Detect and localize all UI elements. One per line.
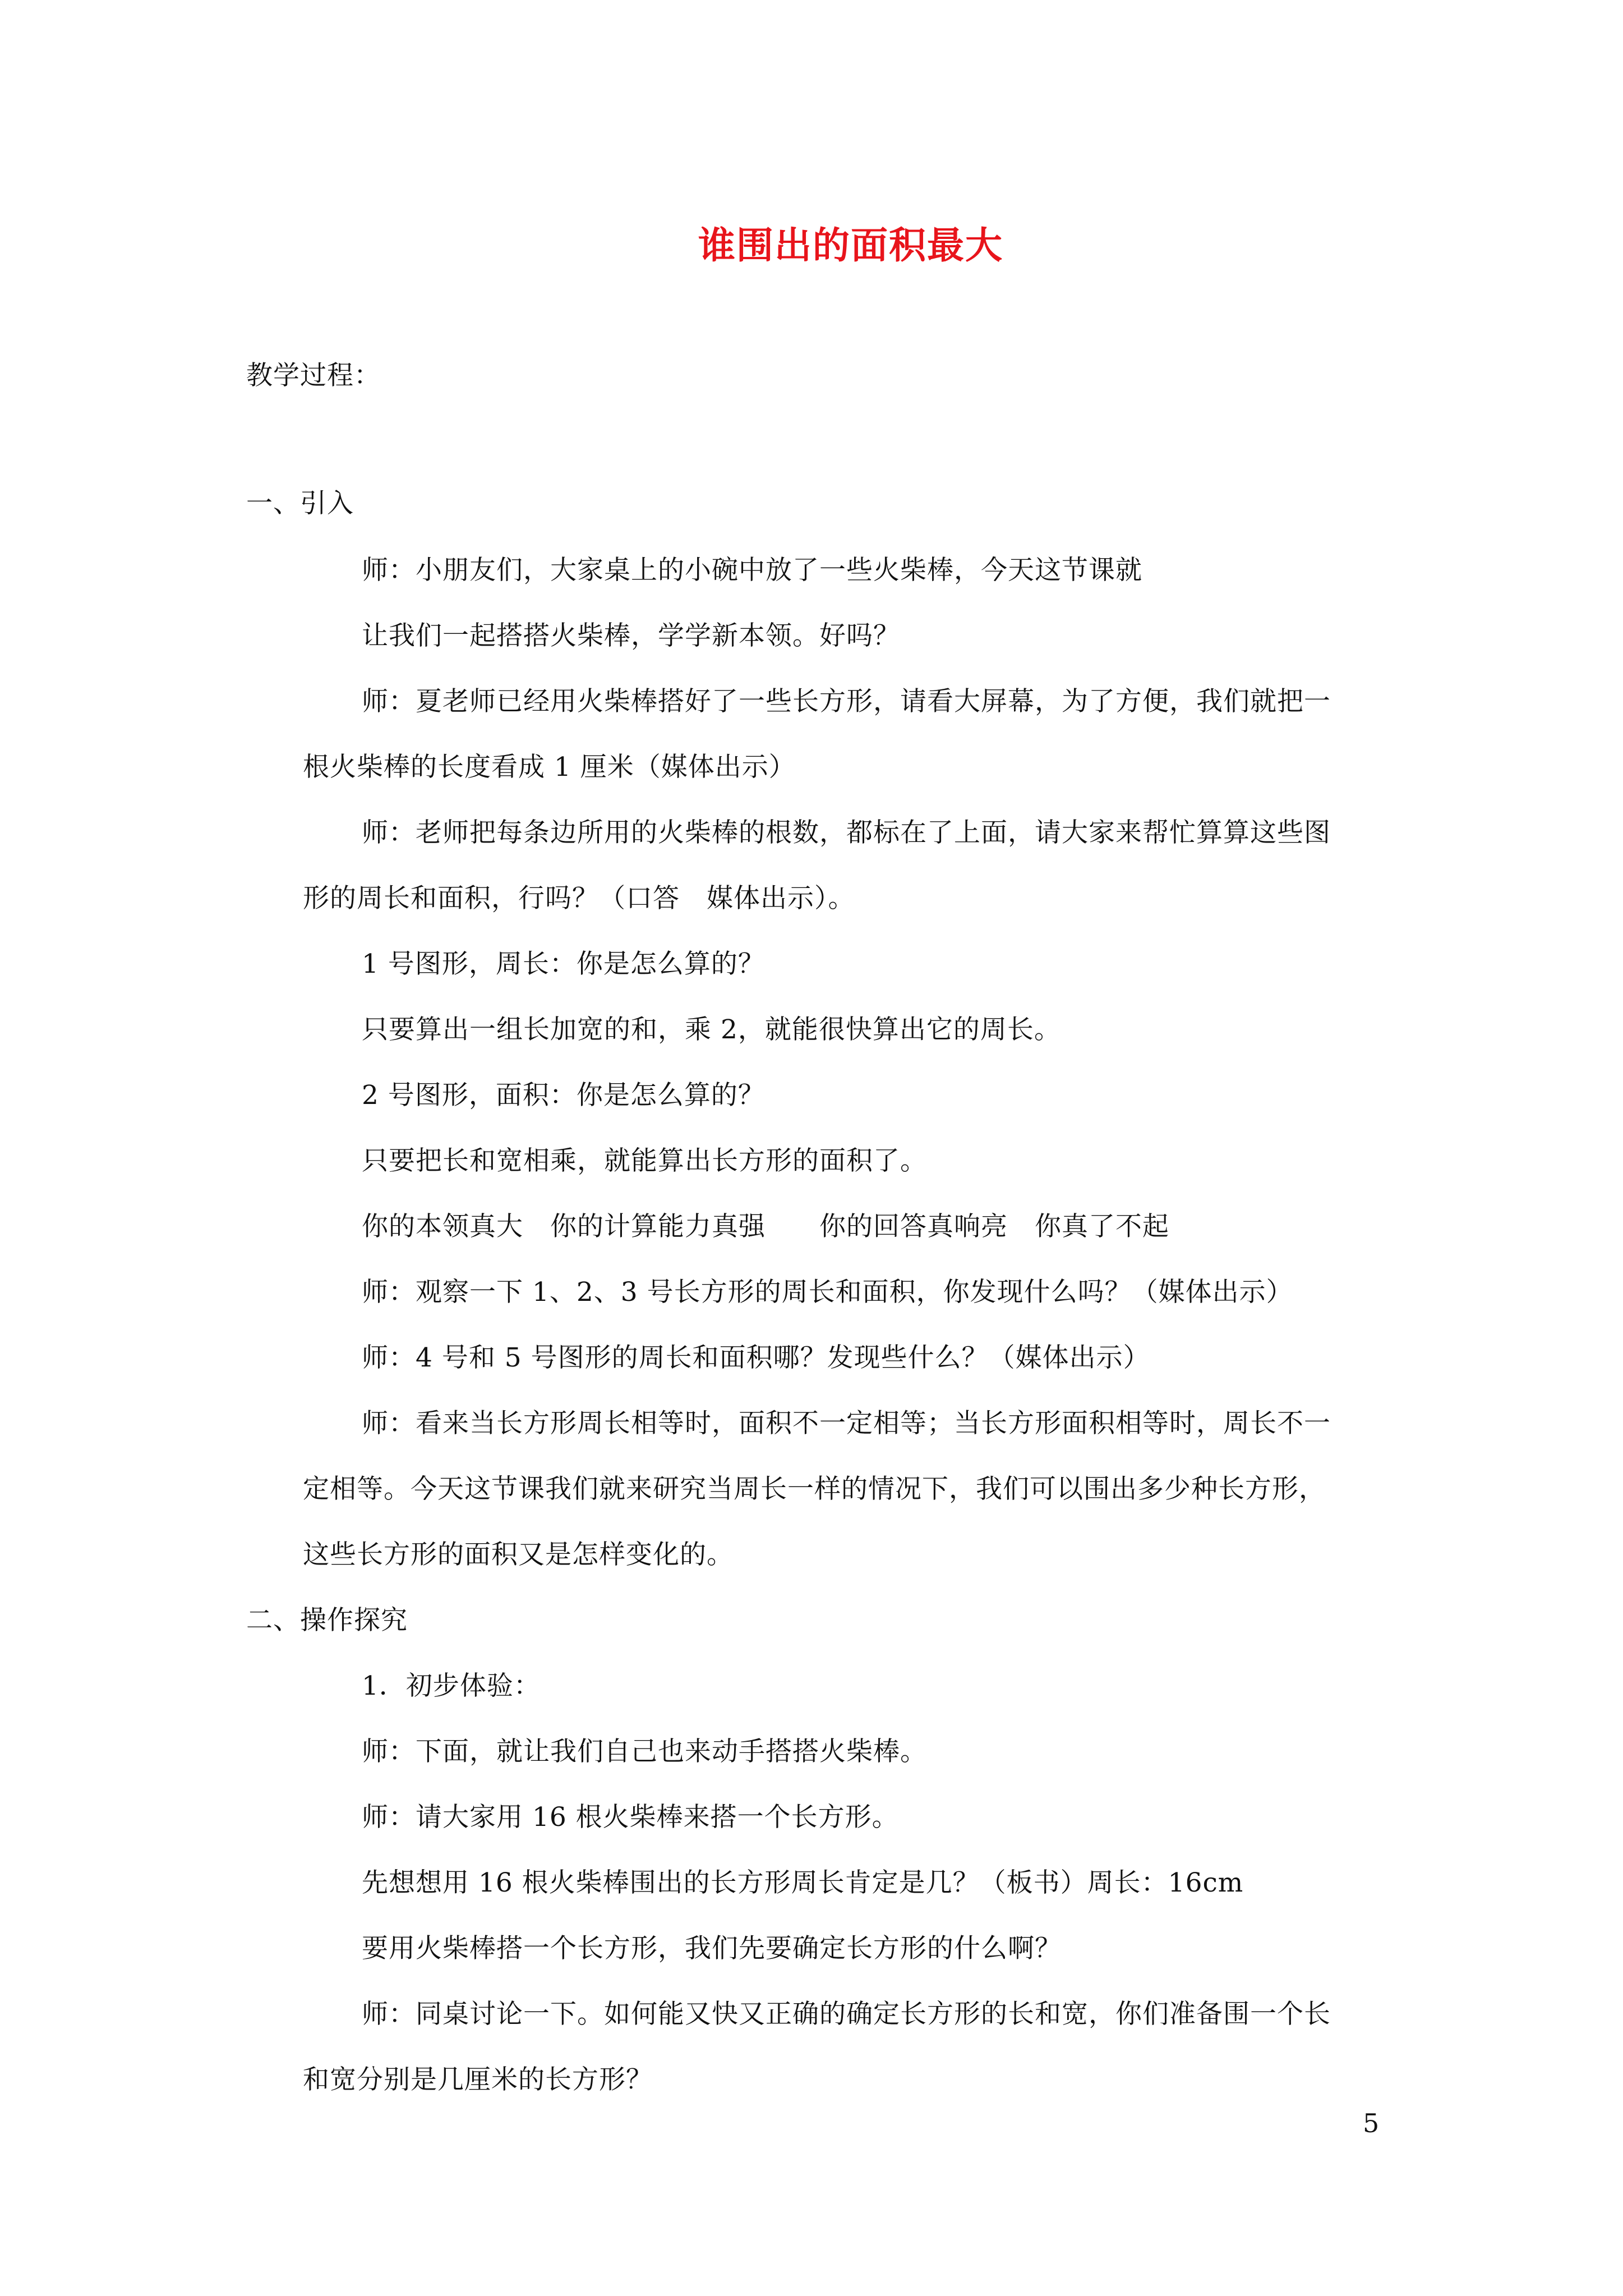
paragraph-line: 师：夏老师已经用火柴棒搭好了一些长方形，请看大屏幕，为了方便，我们就把一 (362, 686, 1331, 717)
subsection-heading: 1．初步体验： (362, 1671, 541, 1701)
paragraph-line: 形的周长和面积，行吗？（口答 媒体出示）。 (303, 883, 855, 914)
paragraph-line: 和宽分别是几厘米的长方形？ (303, 2064, 653, 2095)
paragraph-line: 要用火柴棒搭一个长方形，我们先要确定长方形的什么啊？ (362, 1933, 1062, 1964)
paragraph-line: 只要把长和宽相乘，就能算出长方形的面积了。 (362, 1145, 927, 1176)
section-heading-introduction: 一、引入 (246, 488, 354, 519)
paragraph-line: 1 号图形，周长：你是怎么算的？ (362, 949, 765, 979)
paragraph-line: 这些长方形的面积又是怎样变化的。 (303, 1539, 734, 1570)
paragraph-line: 师：看来当长方形周长相等时，面积不一定相等；当长方形面积相等时，周长不一 (362, 1408, 1331, 1439)
document-title: 谁围出的面积最大 (698, 223, 1003, 267)
paragraph-line: 根火柴棒的长度看成 1 厘米（媒体出示） (303, 752, 796, 783)
paragraph-line: 你的本领真大 你的计算能力真强 你的回答真响亮 你真了不起 (362, 1211, 1169, 1242)
paragraph-line: 只要算出一组长加宽的和，乘 2，就能很快算出它的周长。 (362, 1014, 1061, 1045)
paragraph-line: 师：观察一下 1、2、3 号长方形的周长和面积，你发现什么吗？（媒体出示） (362, 1277, 1293, 1308)
paragraph-line: 让我们一起搭搭火柴棒，学学新本领。好吗？ (362, 620, 900, 651)
paragraph-line: 2 号图形，面积：你是怎么算的？ (362, 1080, 765, 1111)
paragraph-line: 师：小朋友们，大家桌上的小碗中放了一些火柴棒，今天这节课就 (362, 555, 1142, 586)
paragraph-line: 师：请大家用 16 根火柴棒来搭一个长方形。 (362, 1802, 899, 1833)
paragraph-line: 师：老师把每条边所用的火柴棒的根数，都标在了上面，请大家来帮忙算算这些图 (362, 817, 1331, 848)
page-number: 5 (1363, 2108, 1380, 2138)
section-label-teaching-process: 教学过程： (246, 360, 381, 391)
paragraph-line: 先想想用 16 根火柴棒围出的长方形周长肯定是几？（板书）周长：16cm (362, 1867, 1244, 1898)
paragraph-line: 师：4 号和 5 号图形的周长和面积哪？发现些什么？（媒体出示） (362, 1342, 1150, 1373)
paragraph-line: 定相等。今天这节课我们就来研究当周长一样的情况下，我们可以围出多少种长方形， (303, 1474, 1326, 1504)
section-heading-exploration: 二、操作探究 (246, 1605, 408, 1636)
paragraph-line: 师：同桌讨论一下。如何能又快又正确的确定长方形的长和宽，你们准备围一个长 (362, 1999, 1331, 2030)
paragraph-line: 师：下面，就让我们自己也来动手搭搭火柴棒。 (362, 1736, 927, 1767)
